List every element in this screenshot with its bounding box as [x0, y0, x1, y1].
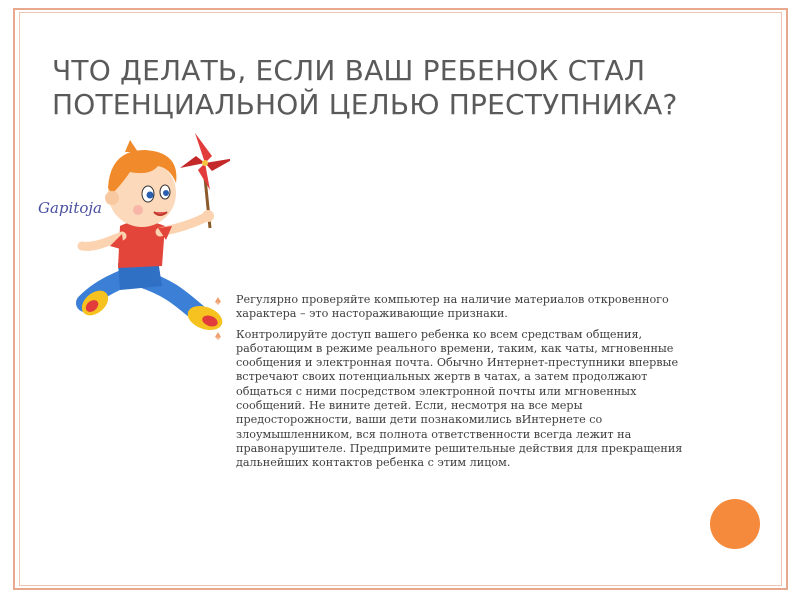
bullet-icon [215, 332, 221, 337]
title-line-2: ПОТЕНЦИАЛЬНОЙ ЦЕЛЬЮ ПРЕСТУПНИКА? [52, 88, 678, 121]
bullet-icon [215, 297, 221, 302]
bullet-list [212, 293, 692, 477]
illustration-watermark: Gapitoja [38, 199, 102, 217]
slide-title [52, 54, 752, 122]
title-line-1: ЧТО ДЕЛАТЬ, ЕСЛИ ВАШ РЕБЕНОК СТАЛ [52, 54, 646, 87]
bullet-item [212, 293, 692, 322]
running-boy-illustration [30, 128, 230, 343]
bullet-text: Контролируйте доступ вашего ребенка ко всем средствам общения, работающим в режиме реального времени, таким, как чаты, мгновенные сообщения и электронная почта. Обычно Интернет-преступники впервые встречают своих потенциальных жертв в чатах, а затем продолжают общаться с ними посредством электронной почты или мгновенных сообщений. Не вините детей. Если, несмотря на все меры предосторожности, ваши дети познакомились вИнтернете со злоумышленником, вся полнота ответственности всегда лежит на правонарушителе. Предпримите решительные действия для прекращения дальнейших контактов ребенка с этим лицом. [236, 327, 683, 470]
pinwheel-icon [180, 133, 230, 190]
bullet-item [212, 328, 692, 471]
accent-circle [710, 499, 760, 549]
bullet-text: Регулярно проверяйте компьютер на наличие материалов откровенного характера – это настораживающие признаки. [236, 293, 669, 321]
